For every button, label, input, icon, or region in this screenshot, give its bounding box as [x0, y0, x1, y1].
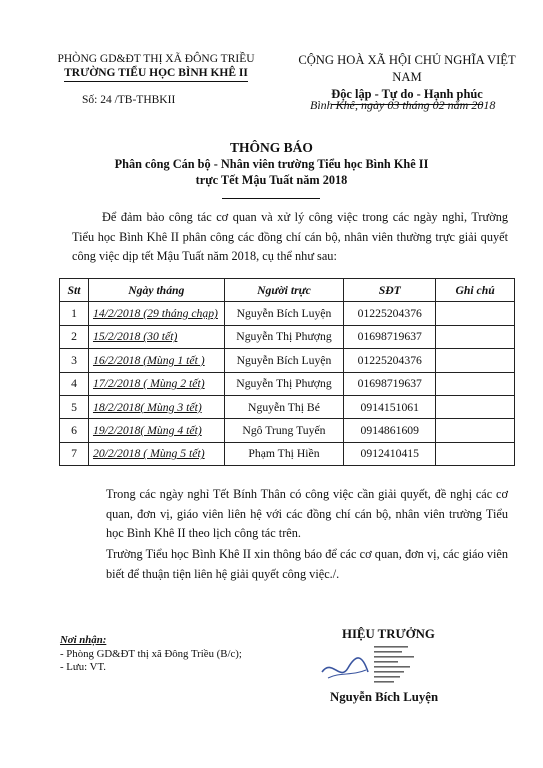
row-stt: 6 — [60, 419, 89, 442]
row-phone: 0912410415 — [344, 442, 436, 465]
motto: Độc lập - Tự do - Hạnh phúc — [331, 86, 482, 105]
document-subtitle — [0, 156, 543, 188]
row-note — [436, 302, 515, 325]
row-date: 17/2/2018 ( Mùng 2 tết) — [88, 372, 224, 395]
document-number: Số: 24 /TB-THBKII — [82, 94, 176, 106]
row-person: Nguyễn Bích Luyện — [224, 349, 344, 372]
row-person: Phạm Thị Hiền — [224, 442, 344, 465]
place-date: Bình Khê, ngày 03 tháng 02 năm 2018 — [310, 98, 496, 112]
issuing-agency — [40, 52, 272, 82]
duty-schedule-table — [59, 278, 515, 466]
row-phone: 0914861609 — [344, 419, 436, 442]
row-stt: 1 — [60, 302, 89, 325]
row-stt: 7 — [60, 442, 89, 465]
row-phone: 01225204376 — [344, 349, 436, 372]
recipients — [60, 634, 242, 675]
document-title: THÔNG BÁO — [230, 140, 313, 155]
intro-paragraph: Để đảm bảo công tác cơ quan và xử lý công việc trong các ngày nghỉ, Trường Tiểu học Bình Khê II phân công các đồng chí cán bộ, nhân viên thường trực giải quyết công việc dịp tết Mậu Tuất năm 2018, cụ thể như sau: — [72, 210, 508, 263]
table-row — [60, 302, 515, 325]
row-phone: 01225204376 — [344, 302, 436, 325]
row-phone: 01698719637 — [344, 372, 436, 395]
row-stt: 2 — [60, 325, 89, 348]
col-date: Ngày tháng — [88, 279, 224, 302]
row-date: 20/2/2018 ( Mùng 5 tết) — [88, 442, 224, 465]
row-person: Nguyễn Thị Phượng — [224, 372, 344, 395]
row-person: Ngô Trung Tuyến — [224, 419, 344, 442]
row-note — [436, 419, 515, 442]
row-person: Nguyễn Bích Luyện — [224, 302, 344, 325]
dept-name: PHÒNG GD&ĐT THỊ XÃ ĐÔNG TRIỀU — [57, 53, 255, 65]
recipient-item: - Phòng GD&ĐT thị xã Đông Triều (B/c); — [60, 647, 242, 660]
recipients-title: Nơi nhận: — [60, 634, 107, 646]
row-note — [436, 325, 515, 348]
row-person: Nguyễn Thị Phượng — [224, 325, 344, 348]
school-name: TRƯỜNG TIỂU HỌC BÌNH KHÊ II — [64, 66, 248, 82]
table-row — [60, 395, 515, 418]
row-date: 19/2/2018( Mùng 4 tết) — [88, 419, 224, 442]
row-person: Nguyễn Thị Bé — [224, 395, 344, 418]
recipient-item: - Lưu: VT. — [60, 661, 106, 673]
row-stt: 5 — [60, 395, 89, 418]
title-divider — [222, 198, 320, 199]
row-note — [436, 349, 515, 372]
row-phone: 01698719637 — [344, 325, 436, 348]
body-paragraph-2 — [106, 545, 508, 584]
signer-name: Nguyễn Bích Luyện — [330, 690, 439, 704]
body-paragraph-1-text: Trong các ngày nghỉ Tết Bính Thân có công việc cần giải quyết, đề nghị các cơ quan, đơn vị, giáo viên liên hệ với các đồng chí cán bộ, nhân viên trường Tiểu học Bình Khê II theo lịch công tác trên. — [106, 487, 508, 540]
col-stt: Stt — [60, 279, 89, 302]
country-name: CỘNG HOÀ XÃ HỘI CHỦ NGHĨA VIỆT NAM — [298, 53, 516, 84]
row-phone: 0914151061 — [344, 395, 436, 418]
table-row — [60, 372, 515, 395]
row-date: 14/2/2018 (29 tháng chạp) — [88, 302, 224, 325]
digital-signature-mark — [318, 642, 428, 690]
row-date: 16/2/2018 (Mùng 1 tết ) — [88, 349, 224, 372]
row-stt: 3 — [60, 349, 89, 372]
row-note — [436, 442, 515, 465]
body-paragraph-1 — [106, 485, 508, 544]
row-date: 15/2/2018 (30 tết) — [88, 325, 224, 348]
table-row — [60, 442, 515, 465]
row-note — [436, 395, 515, 418]
subtitle-line-2: trực Tết Mậu Tuất năm 2018 — [195, 173, 348, 187]
row-stt: 4 — [60, 372, 89, 395]
subtitle-line-1: Phân công Cán bộ - Nhân viên trường Tiểu học Bình Khê II — [114, 157, 429, 171]
table-row — [60, 419, 515, 442]
col-person: Người trực — [224, 279, 344, 302]
table-header-row — [60, 279, 515, 302]
row-note — [436, 372, 515, 395]
signer-title: HIỆU TRƯỞNG — [342, 627, 435, 641]
col-note: Ghi chú — [436, 279, 515, 302]
table-row — [60, 325, 515, 348]
col-phone: SĐT — [344, 279, 436, 302]
row-date: 18/2/2018( Mùng 3 tết) — [88, 395, 224, 418]
body-paragraph-2-text: Trường Tiểu học Bình Khê II xin thông báo để các cơ quan, đơn vị, các giáo viên biết để thuận tiện liên hệ giải quyết công việc./. — [106, 547, 508, 581]
table-row — [60, 349, 515, 372]
